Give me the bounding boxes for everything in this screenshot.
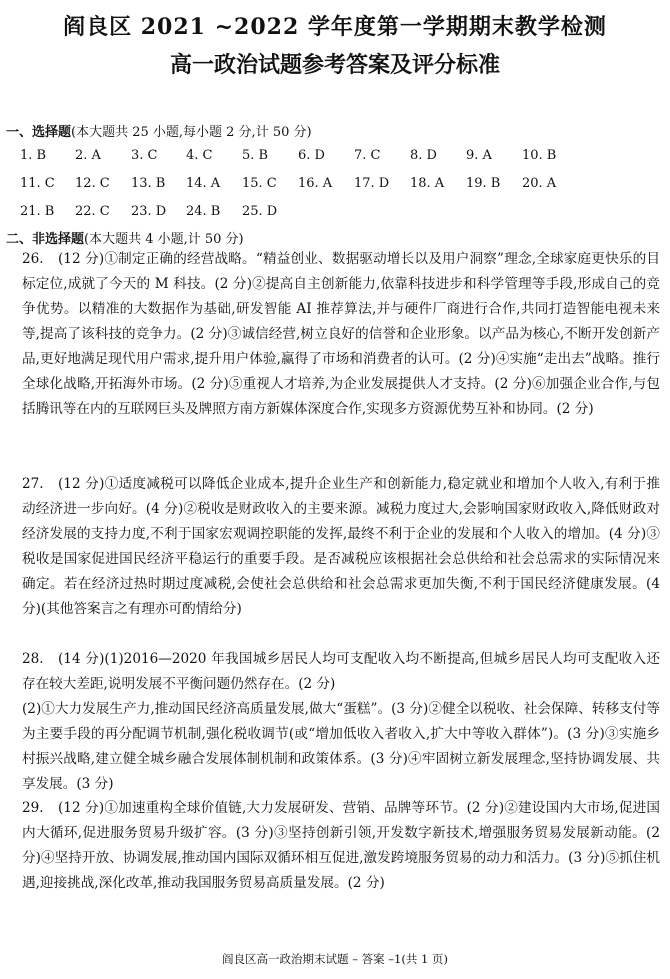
answer-item: 10. B	[522, 148, 557, 163]
answer-item: 16. A	[298, 176, 333, 191]
question-answer-text: (12 分)①制定正确的经营战略。“精益创业、数据驱动增长以及用户洞察”理念,全球家庭更快乐的目标定位,成就了今天的 M 科技。(2 分)②提高自主创新能力,依靠科技进步和科学管理等手段,形成自己的竞争优势。以精准的大数据作为基础,研发智能 AI 推荐算法,并与硬件厂商进行合作,共同打造智能电视未来等,提高了该科技的竞争力。(2 分)③诚信经营,树立良好的信誉和企业形象。以产品为核心,不断开发创新产品,更好地满足现代用户需求,提升用户体验,赢得了市场和消费者的认可。(2 分)④实施“走出去”战略。推行全球化战略,开拓海外市场。(2 分)⑤重视人才培养,为企业发展提供人才支持。(2 分)⑥加强企业合作,与包括腾讯等在内的互联网巨头及牌照方南方新媒体深度合作,实现多方资源优势互补和协同。(2 分)	[22, 251, 660, 417]
question-answer-text: (14 分)(1)2016—2020 年我国城乡居民人均可支配收入均不断提高,但城乡居民人均可支配收入还存在较大差距,说明发展不平衡问题仍然存在。(2 分)	[22, 651, 660, 692]
section2-note: (本大题共 4 小题,计 50 分)	[84, 232, 244, 247]
question-27	[22, 472, 660, 622]
section2-heading-row	[6, 228, 244, 247]
answer-item: 17. D	[354, 176, 390, 191]
answer-item: 15. C	[242, 176, 277, 191]
answer-item: 2. A	[75, 148, 101, 163]
question-number: 26.	[22, 251, 44, 267]
question-answer-text: (12 分)①适度减税可以降低企业成本,提升企业生产和创新能力,稳定就业和增加个人收入,有利于推动经济进一步向好。(4 分)②税收是财政收入的主要来源。减税力度过大,会影响国家财政收入,降低财政对经济发展的支持力度,不利于国家宏观调控职能的发挥,最终不利于企业的发展和个人收入的增加。(4 分)③税收是国家促进国民经济平稳运行的重要手段。是否减税应该根据社会总供给和社会总需求的实际情况来确定。若在经济过热时期过度减税,会使社会总供给和社会总需求更加失衡,不利于国民经济健康发展。(4 分)(其他答案言之有理亦可酌情给分)	[22, 476, 660, 617]
answer-item: 1. B	[20, 148, 47, 163]
answer-row	[20, 176, 650, 204]
section1-heading: 一、选择题	[6, 125, 72, 140]
question-answer-part2: (2)①大力发展生产力,推动国民经济高质量发展,做大“蛋糕”。(3 分)②健全以税收、社会保障、转移支付等为主要手段的再分配调节机制,强化税收调节(或“增加低收入者收入,扩大中等收入群体”)。(3 分)③实施乡村振兴战略,建立健全城乡融合发展体制机制和政策体系。(3 分)④牢固树立新发展理念,坚持协调发展、共享发展。(3 分)	[22, 701, 660, 792]
answer-row	[20, 148, 650, 176]
answer-item: 25. D	[242, 204, 278, 219]
section2-heading: 二、非选择题	[6, 232, 85, 247]
exam-title: 阎良区 2021 ~2022 学年度第一学期期末教学检测	[63, 14, 607, 40]
answer-item: 8. D	[410, 148, 437, 163]
answer-item: 23. D	[131, 204, 167, 219]
answer-item: 21. B	[20, 204, 55, 219]
question-answer-text: (12 分)①加速重构全球价值链,大力发展研发、营销、品牌等环节。(2 分)②建设国内大市场,促进国内大循环,促进服务贸易升级扩容。(3 分)③坚持创新引领,开发数字新技术,增强服务贸易发展新动能。(2 分)④坚持开放、协调发展,推动国内国际双循环相互促进,激发跨境服务贸易的动力和活力。(3 分)⑤抓住机遇,迎接挑战,深化改革,推动我国服务贸易高质量发展。(2 分)	[22, 800, 660, 891]
document-subtitle: 高一政治试题参考答案及评分标准	[169, 53, 500, 78]
question-number: 28.	[22, 651, 44, 667]
answer-item: 20. A	[522, 176, 557, 191]
answer-item: 4. C	[186, 148, 213, 163]
answer-item: 13. B	[131, 176, 166, 191]
answer-item: 3. C	[131, 148, 158, 163]
answer-item: 22. C	[75, 204, 110, 219]
answer-item: 6. D	[298, 148, 325, 163]
page-footer: 阎良区高一政治期末试题 – 答案 –1(共 1 页)	[222, 952, 448, 966]
question-29	[22, 796, 660, 896]
answer-item: 9. A	[466, 148, 492, 163]
answer-item: 19. B	[466, 176, 501, 191]
section1-note: (本大题共 25 小题,每小题 2 分,计 50 分)	[71, 125, 312, 140]
answer-item: 14. A	[186, 176, 221, 191]
choice-answers	[20, 148, 650, 232]
answer-item: 7. C	[354, 148, 381, 163]
section1-heading-row	[6, 121, 312, 140]
answer-item: 11. C	[20, 176, 55, 191]
answer-item: 5. B	[242, 148, 269, 163]
question-number: 27.	[22, 476, 44, 492]
answer-item: 24. B	[186, 204, 221, 219]
question-26	[22, 247, 660, 422]
question-number: 29.	[22, 800, 44, 816]
answer-item: 18. A	[410, 176, 445, 191]
answer-item: 12. C	[75, 176, 110, 191]
question-28	[22, 647, 660, 797]
